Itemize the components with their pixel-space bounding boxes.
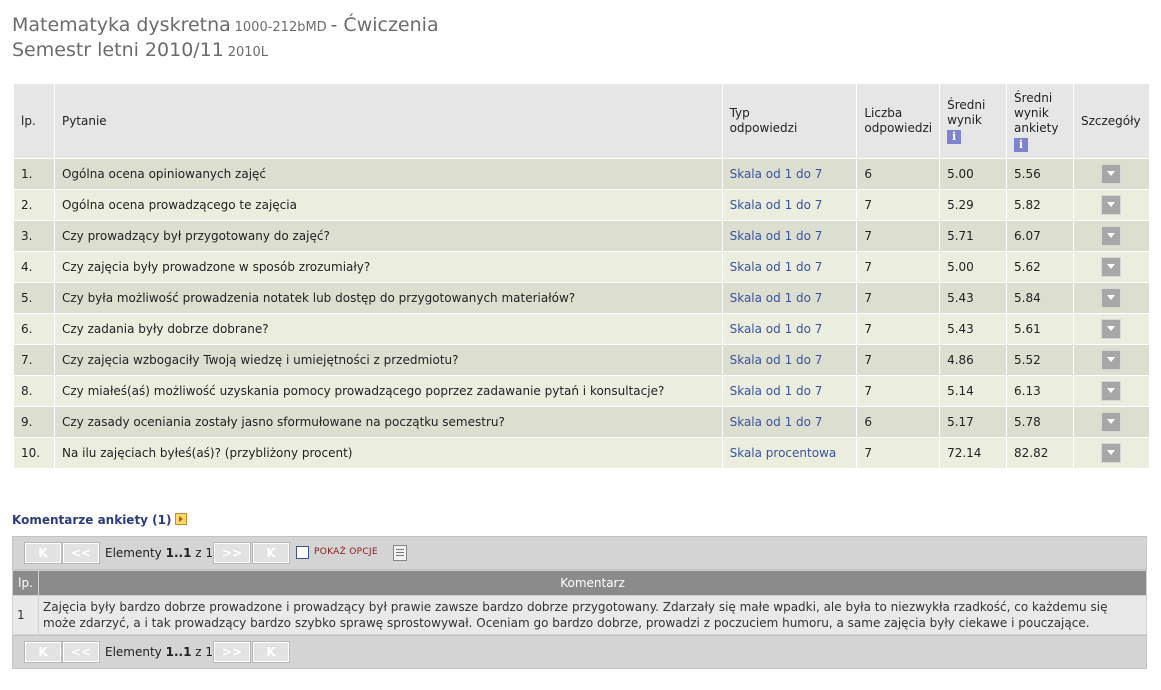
col-comment-text: Komentarz <box>39 571 1147 596</box>
table-row <box>13 596 1147 635</box>
last-page-button[interactable]: K <box>253 642 289 662</box>
survey-average-score: 5.62 <box>1007 252 1074 283</box>
comment-number: 1 <box>13 596 39 635</box>
semester-code: 2010L <box>227 45 269 60</box>
table-row <box>14 221 1150 252</box>
answer-type-link[interactable]: Skala od 1 do 7 <box>722 314 857 345</box>
details-cell <box>1073 345 1149 376</box>
average-score: 5.71 <box>940 221 1007 252</box>
pager-bottom <box>12 635 1147 669</box>
col-details: Szczegóły <box>1073 84 1149 159</box>
show-options-label[interactable]: POKAŻ OPCJE <box>314 547 378 557</box>
table-row <box>14 438 1150 469</box>
comments-table <box>12 570 1147 635</box>
class-type: - Ćwiczenia <box>330 14 439 36</box>
semester-line <box>12 39 439 64</box>
expand-details-button[interactable] <box>1101 350 1121 370</box>
row-number: 7. <box>14 345 55 376</box>
course-code: 1000-212bMD <box>234 20 327 35</box>
expand-details-button[interactable] <box>1101 381 1121 401</box>
answer-count: 6 <box>857 159 940 190</box>
question-text: Czy zadania były dobrze dobrane? <box>54 314 722 345</box>
question-text: Ogólna ocena prowadzącego te zajęcia <box>54 190 722 221</box>
expand-details-button[interactable] <box>1101 164 1121 184</box>
details-cell <box>1073 314 1149 345</box>
row-number: 6. <box>14 314 55 345</box>
answer-count: 7 <box>857 190 940 221</box>
next-page-button[interactable]: >> <box>214 543 250 563</box>
table-row <box>14 159 1150 190</box>
elements-label: Elementy <box>105 546 162 560</box>
col-survey-average <box>1007 84 1074 159</box>
average-score: 5.43 <box>940 283 1007 314</box>
survey-average-score: 6.13 <box>1007 376 1074 407</box>
answer-type-link[interactable]: Skala od 1 do 7 <box>722 190 857 221</box>
comments-box <box>12 536 1147 669</box>
col-survey-average-line2: wynik <box>1014 105 1049 120</box>
average-score: 5.29 <box>940 190 1007 221</box>
expand-details-button[interactable] <box>1101 226 1121 246</box>
col-survey-average-line1: Średni <box>1014 90 1053 105</box>
table-row <box>14 345 1150 376</box>
comments-title[interactable] <box>12 513 187 527</box>
question-text: Czy zajęcia były prowadzone w sposób zrozumiały? <box>54 252 722 283</box>
survey-average-score: 6.07 <box>1007 221 1074 252</box>
col-lp: lp. <box>14 84 55 159</box>
elements-total: z 1 <box>195 645 214 659</box>
prev-page-button[interactable]: << <box>63 642 99 662</box>
answer-type-link[interactable]: Skala od 1 do 7 <box>722 283 857 314</box>
row-number: 2. <box>14 190 55 221</box>
col-question: Pytanie <box>54 84 722 159</box>
question-text: Czy miałeś(aś) możliwość uzyskania pomocy prowadzącego poprzez zadawanie pytań i konsultacje? <box>54 376 722 407</box>
expand-details-button[interactable] <box>1101 443 1121 463</box>
expand-details-button[interactable] <box>1101 288 1121 308</box>
row-number: 10. <box>14 438 55 469</box>
average-score: 5.43 <box>940 314 1007 345</box>
elements-label: Elementy <box>105 645 162 659</box>
survey-average-score: 5.61 <box>1007 314 1074 345</box>
col-answer-count-line2: odpowiedzi <box>864 121 933 135</box>
row-number: 4. <box>14 252 55 283</box>
page-header <box>12 14 439 64</box>
row-number: 9. <box>14 407 55 438</box>
expand-details-button[interactable] <box>1101 319 1121 339</box>
col-average-line1: Średni <box>947 98 986 112</box>
answer-count: 7 <box>857 438 940 469</box>
average-score: 5.17 <box>940 407 1007 438</box>
comments-title-text[interactable]: Komentarze ankiety (1) <box>12 513 172 527</box>
answer-count: 7 <box>857 376 940 407</box>
answer-count: 7 <box>857 345 940 376</box>
col-survey-average-line3: ankiety <box>1014 120 1059 135</box>
question-text: Czy zajęcia wzbogaciły Twoją wiedzę i umiejętności z przedmiotu? <box>54 345 722 376</box>
details-cell <box>1073 407 1149 438</box>
info-icon[interactable]: i <box>1014 138 1028 152</box>
row-number: 1. <box>14 159 55 190</box>
col-average <box>940 84 1007 159</box>
answer-count: 7 <box>857 252 940 283</box>
answer-type-link[interactable]: Skala procentowa <box>722 438 857 469</box>
col-answer-type-line2: odpowiedzi <box>729 121 798 135</box>
survey-average-score: 5.78 <box>1007 407 1074 438</box>
expand-details-button[interactable] <box>1101 195 1121 215</box>
question-text: Ogólna ocena opiniowanych zajęć <box>54 159 722 190</box>
col-answer-type <box>722 84 857 159</box>
next-page-button[interactable]: >> <box>214 642 250 662</box>
row-number: 8. <box>14 376 55 407</box>
show-options-checkbox[interactable] <box>296 546 309 559</box>
first-page-button[interactable]: K <box>25 642 61 662</box>
pager-info <box>105 645 213 659</box>
survey-average-score: 5.52 <box>1007 345 1074 376</box>
expand-details-button[interactable] <box>1101 257 1121 277</box>
question-text: Czy zasady oceniania zostały jasno sformułowane na początku semestru? <box>54 407 722 438</box>
table-row <box>14 407 1150 438</box>
details-cell <box>1073 159 1149 190</box>
question-text: Na ilu zajęciach byłeś(aś)? (przybliżony procent) <box>54 438 722 469</box>
details-cell <box>1073 376 1149 407</box>
first-page-button[interactable]: K <box>25 543 61 563</box>
question-text: Czy była możliwość prowadzenia notatek lub dostęp do przygotowanych materiałów? <box>54 283 722 314</box>
elements-range: 1..1 <box>165 645 192 659</box>
answer-type-link[interactable]: Skala od 1 do 7 <box>722 345 857 376</box>
answer-type-link[interactable]: Skala od 1 do 7 <box>722 376 857 407</box>
average-score: 5.00 <box>940 159 1007 190</box>
col-comment-lp: lp. <box>13 571 39 596</box>
table-row <box>14 252 1150 283</box>
survey-header-row <box>14 84 1150 159</box>
export-csv-icon[interactable] <box>393 545 407 561</box>
details-cell <box>1073 283 1149 314</box>
course-name: Matematyka dyskretna <box>12 14 231 36</box>
survey-results-table <box>13 83 1150 469</box>
details-cell <box>1073 252 1149 283</box>
col-answer-type-line1: Typ <box>729 106 750 120</box>
answer-type-link[interactable]: Skala od 1 do 7 <box>722 407 857 438</box>
elements-total: z 1 <box>195 546 214 560</box>
pager-info <box>105 546 213 560</box>
details-cell <box>1073 190 1149 221</box>
expand-arrow-icon[interactable] <box>175 513 187 525</box>
table-row <box>14 376 1150 407</box>
comments-header-row <box>13 571 1147 596</box>
answer-count: 7 <box>857 221 940 252</box>
last-page-button[interactable]: K <box>253 543 289 563</box>
col-average-line2: wynik <box>947 113 982 127</box>
expand-details-button[interactable] <box>1101 412 1121 432</box>
average-score: 5.14 <box>940 376 1007 407</box>
row-number: 3. <box>14 221 55 252</box>
row-number: 5. <box>14 283 55 314</box>
pager-top <box>12 536 1147 570</box>
details-cell <box>1073 438 1149 469</box>
answer-count: 7 <box>857 314 940 345</box>
average-score: 4.86 <box>940 345 1007 376</box>
table-row <box>14 283 1150 314</box>
details-cell <box>1073 221 1149 252</box>
comment-text: Zajęcia były bardzo dobrze prowadzone i prowadzący był prawie zawsze bardzo dobrze przygotowany. Zdarzały się małe wpadki, ale była to niezwykła rzadkość, co każdemu się może zdarzyć, a i tak prowadzący bardzo szybko sprawę sprostowywał. Oceniam go bardzo dobrze, prowadzi z poczuciem humoru, a same zajęcia były ciekawe i pouczające. <box>39 596 1147 635</box>
answer-type-link[interactable]: Skala od 1 do 7 <box>722 221 857 252</box>
semester-name: Semestr letni 2010/11 <box>12 39 224 61</box>
answer-count: 7 <box>857 283 940 314</box>
answer-type-link[interactable]: Skala od 1 do 7 <box>722 252 857 283</box>
info-icon[interactable]: i <box>947 130 961 144</box>
prev-page-button[interactable]: << <box>63 543 99 563</box>
average-score: 72.14 <box>940 438 1007 469</box>
average-score: 5.00 <box>940 252 1007 283</box>
answer-count: 6 <box>857 407 940 438</box>
survey-average-score: 5.82 <box>1007 190 1074 221</box>
survey-average-score: 5.84 <box>1007 283 1074 314</box>
table-row <box>14 314 1150 345</box>
table-row <box>14 190 1150 221</box>
question-text: Czy prowadzący był przygotowany do zajęć? <box>54 221 722 252</box>
survey-average-score: 82.82 <box>1007 438 1074 469</box>
elements-range: 1..1 <box>165 546 192 560</box>
answer-type-link[interactable]: Skala od 1 do 7 <box>722 159 857 190</box>
col-answer-count-line1: Liczba <box>864 106 903 120</box>
survey-average-score: 5.56 <box>1007 159 1074 190</box>
col-answer-count <box>857 84 940 159</box>
course-title-line <box>12 14 439 39</box>
